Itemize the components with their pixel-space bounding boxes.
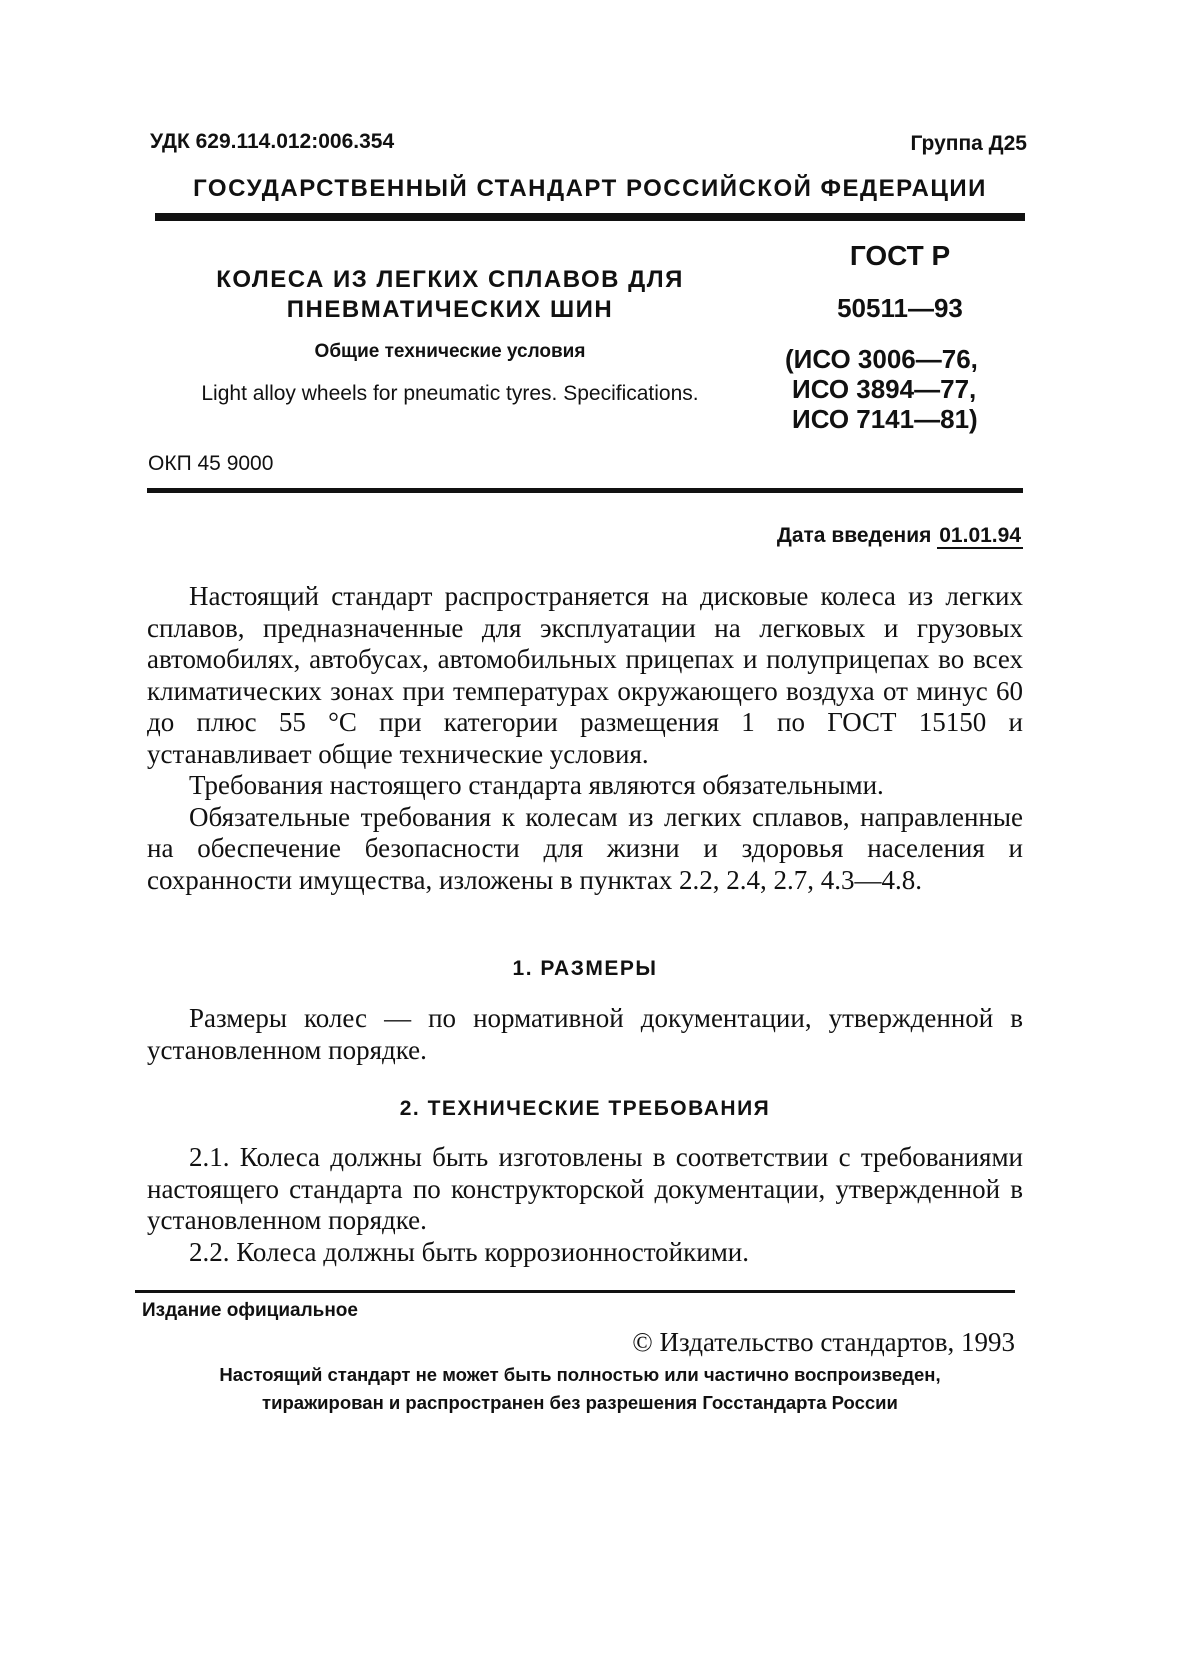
effective-date [777, 524, 1023, 548]
section-2-text-block [147, 1142, 1023, 1268]
state-standard-title: ГОСУДАРСТВЕННЫЙ СТАНДАРТ РОССИЙСКОЙ ФЕДЕРАЦИИ [193, 175, 987, 202]
gost-number: 50511—93 [837, 293, 963, 323]
english-title: Light alloy wheels for pneumatic tyres. Specifications. [201, 382, 699, 405]
reproduction-notice-2: тиражирован и распространен без разрешения Госстандарта России [262, 1392, 898, 1413]
intro-paragraph-mandatory: Требования настоящего стандарта являются обязательными. [189, 770, 884, 800]
section-1-text-block [147, 1003, 1023, 1066]
intro-text [147, 581, 1023, 896]
clause-2-2: 2.2. Колеса должны быть коррозионностойкими. [189, 1236, 749, 1267]
gost-label: ГОСТ Р [849, 240, 951, 271]
copyright-line: © Издательство стандартов, 1993 [632, 1327, 1015, 1357]
reproduction-notice-1: Настоящий стандарт не может быть полностью или частично воспроизведен, [219, 1364, 941, 1385]
header-thick-rule [155, 213, 1025, 221]
intro-paragraph-safety: Обязательные требования к колесам из легких сплавов, направленные на обеспечение безопасности для жизни и здоровья населения и сохранности имущества, изложены в пунктах 2.2, 2.4, 2.7, 4.3—4.8. [147, 801, 1023, 895]
clause-2-1: 2.1. Колеса должны быть изготовлены в соответствии с требованиями настоящего стандарта по конструкторской документации, утвержденной в установленном порядке. [147, 1142, 1023, 1235]
okp-code: ОКП 45 9000 [148, 452, 274, 475]
doc-title-line1: КОЛЕСА ИЗ ЛЕГКИХ СПЛАВОВ ДЛЯ [216, 266, 684, 293]
doc-subtitle: Общие технические условия [314, 341, 586, 362]
iso-reference-3: ИСО 7141—81) [792, 404, 978, 434]
iso-reference-2: ИСО 3894—77, [792, 374, 977, 404]
section-1-heading: 1. РАЗМЕРЫ [512, 957, 658, 980]
intro-paragraph-scope: Настоящий стандарт распространяется на дисковые колеса из легких сплавов, предназначенные для эксплуатации на легковых и грузовых автомобилях, автобусах, автомобильных прицепах и полуприцепах во всех климатических зонах при температурах окружающего воздуха от минус 60 до плюс 55 °С при категории размещения 1 по ГОСТ 15150 и устанавливает общие технические условия. [147, 581, 1023, 769]
iso-reference-1: (ИСО 3006—76, [785, 344, 978, 374]
official-edition: Издание официальное [142, 1300, 358, 1321]
udk-code: УДК 629.114.012:006.354 [150, 130, 395, 153]
title-block-rule [147, 488, 1023, 493]
doc-title-line2: ПНЕВМАТИЧЕСКИХ ШИН [286, 296, 614, 323]
date-label: Дата введения [776, 524, 932, 547]
section-1-text: Размеры колес — по нормативной документации, утвержденной в установленном порядке. [147, 1003, 1023, 1065]
date-value: 01.01.94 [939, 524, 1021, 547]
group-code: Группа Д25 [910, 132, 1027, 155]
footer-rule [135, 1290, 1015, 1293]
section-2-heading: 2. ТЕХНИЧЕСКИЕ ТРЕБОВАНИЯ [399, 1097, 771, 1120]
